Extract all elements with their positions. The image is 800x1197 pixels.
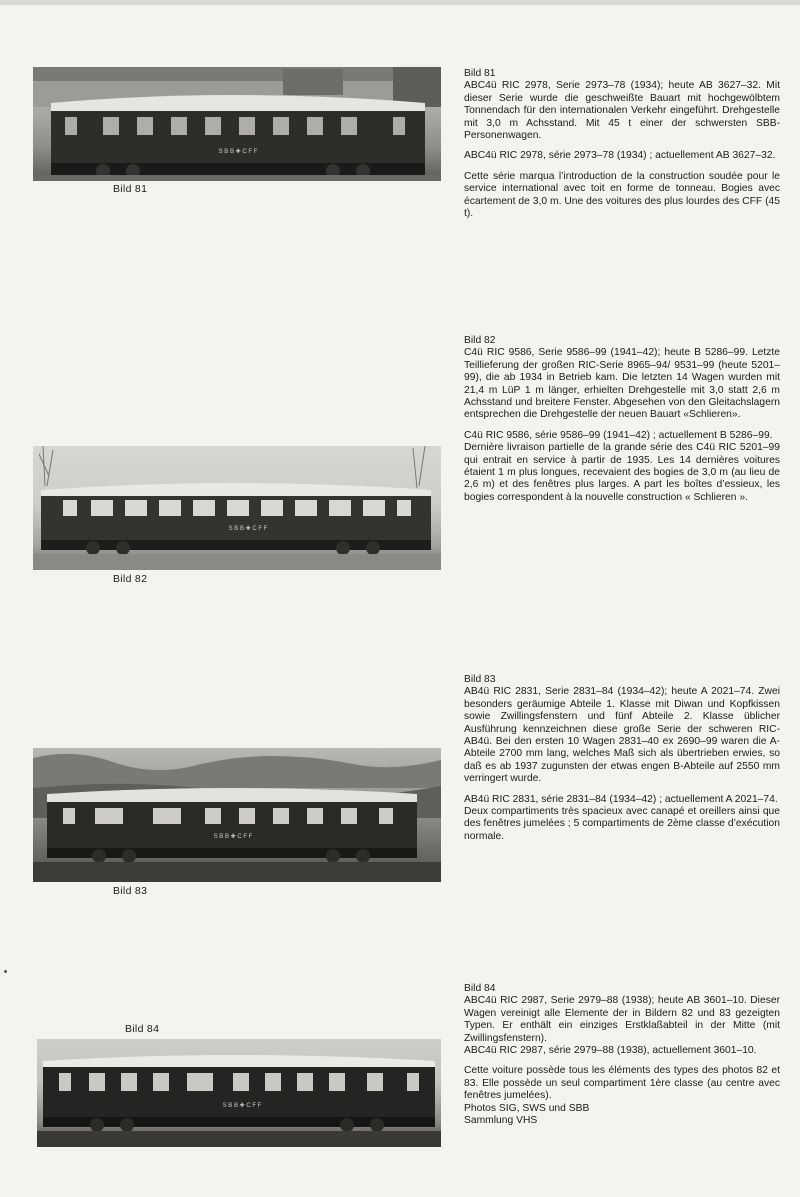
german-text: ABC4ü RIC 2987, Serie 2979–88 (1938); heute AB 3601–10. Dieser Wagen vereinigt alle Elemente der in Bildern 82 und 83 gezeigten Typen. Er enthält ein einziges Erstklaßabteil in der Mitte (mit Zwillingsfenstern). xyxy=(464,995,780,1044)
scan-speck xyxy=(4,970,7,973)
photo-credits: Photos SIG, SWS und SBB xyxy=(464,1102,590,1114)
figure-label: Bild 84 xyxy=(464,983,496,994)
figure-label: Bild 82 xyxy=(464,335,496,346)
french-heading: AB4ü RIC 2831, série 2831–84 (1934–42) ; actuellement A 2021–74. xyxy=(464,793,778,805)
photo-bild-81 xyxy=(33,67,441,181)
text-block-bild-84 xyxy=(464,983,780,1127)
car-lettering: S B B ✚ C F F xyxy=(213,834,253,840)
photo-bild-82 xyxy=(33,446,441,570)
french-heading: ABC4ü RIC 2987, série 2979–88 (1938), actuellement 3601–10. xyxy=(464,1045,757,1057)
photo-bild-84 xyxy=(37,1039,441,1147)
french-text: Deux compartiments très spacieux avec canapé et oreillers ainsi que des fenêtres jumelées ; 5 compartiments de 2ème classe d’exécution normale. xyxy=(464,806,780,842)
french-heading: ABC4ü RIC 2978, série 2973–78 (1934) ; actuellement AB 3627–32. xyxy=(464,150,776,162)
french-text: Dernière livraison partielle de la grande série des C4ü RIC 5201–99 qui entrait en service à partir de 1935. Les 14 dernières voitures étaient 1 m plus longues, recevaient des bogies de 3,0 m (au lieu de 2,6 m) et des fenêtres plus larges. A part les boîtes d’essieux, les bogies correspondent à la nouvelle construction « Schlieren ». xyxy=(464,442,780,503)
caption-bild-81: Bild 81 xyxy=(113,183,148,195)
german-text: C4ü RIC 9586, Serie 9586–99 (1941–42); heute B 5286–99. Letzte Teillieferung der großen RIC-Serie 8965–94/ 9531–99 (heute 5201–99), die ab 1934 in Betrieb kam. Die letzten 14 Wagen wurden mit 21,4 m LüP 1 m länger, erhielten Drehgestelle mit 3,0 statt 2,6 m Achsstand und breitere Fenster. Abgesehen von den Gleitachslagern entsprechen die Drehgestelle der neuen Bauart «Schlieren». xyxy=(464,347,780,421)
french-text: Cette voiture possède tous les éléments des types des photos 82 et 83. Elle possède un seul compartiment 1ère classe (au centre avec fenêtres jumelées). xyxy=(464,1065,780,1102)
caption-bild-83: Bild 83 xyxy=(113,885,148,897)
car-lettering: S B B ✚ C F F xyxy=(218,149,258,155)
photo-bild-83 xyxy=(33,748,441,882)
figure-label: Bild 83 xyxy=(464,674,496,685)
french-text: Cette série marqua l’introduction de la construction soudée pour le service international avec toit en forme de tonneau. Bogies avec écartement de 3,0 m. Une des voitures des plus lourdes des CFF (45 t). xyxy=(464,170,780,220)
text-block-bild-82 xyxy=(464,335,780,504)
page-top-edge xyxy=(0,0,800,5)
car-lettering: S B B ✚ C F F xyxy=(222,1103,262,1109)
car-lettering: S B B ✚ C F F xyxy=(228,526,268,532)
text-block-bild-83 xyxy=(464,674,780,843)
french-heading: C4ü RIC 9586, série 9586–99 (1941–42) ; actuellement B 5286–99. xyxy=(464,429,773,441)
text-block-bild-81 xyxy=(464,68,780,220)
figure-label: Bild 81 xyxy=(464,68,496,79)
collection-credit: Sammlung VHS xyxy=(464,1115,538,1127)
caption-bild-84: Bild 84 xyxy=(125,1023,160,1035)
german-text: AB4ü RIC 2831, Serie 2831–84 (1934–42); heute A 2021–74. Zwei besonders geräumige Abteile 1. Klasse mit Diwan und Kopfkissen sowie Zwillingsfenstern und fünf Abteile 2. Klasse üblicher Ausführung kennzeichnen diese große Serie der schweren RIC-AB4ü. Bei den ersten 10 Wagen 2831–40 ex 2690–99 waren die A-Abteile 2700 mm lang, welches Maß sich als übertrieben erwies, so daß es ab 1937 zugunsten der etwas engen B-Abteile auf 2550 mm verringert wurde. xyxy=(464,686,780,785)
caption-bild-82: Bild 82 xyxy=(113,573,148,585)
german-text: ABC4ü RIC 2978, Serie 2973–78 (1934); heute AB 3627–32. Mit dieser Serie wurde die geschweißte Bauart mit hochgewölbtem Tonnendach für den internationalen Verkehr eingeführt. Drehgestelle mit 3,0 m Achsstand. Mit 45 t einer der schwersten SBB-Personenwagen. xyxy=(464,80,780,142)
